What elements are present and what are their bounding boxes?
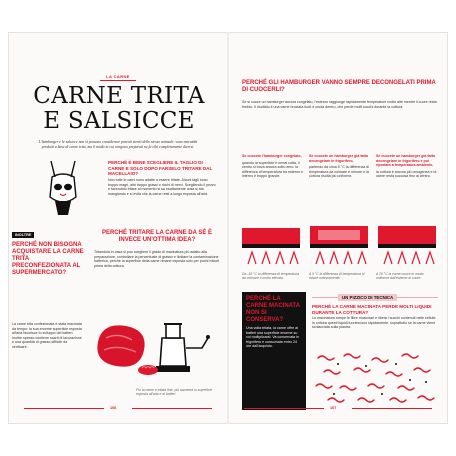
page-number-rule-left <box>24 408 104 409</box>
illustration-caption: Più la carne è tritata fine, più aumenta la superficie esposta all'aria e ai batteri. <box>136 388 213 397</box>
page-number: 106 <box>110 406 117 410</box>
sidebar-tag: INOLTRE <box>12 232 34 238</box>
panel-room-temp <box>378 226 436 264</box>
sidebar-body: La carne trita confezionata è stata macinata da tempo: la sua enorme superficie esposta all'aria favorisce lo sviluppo dei batteri. Inoltre spesso contiene scarti di lavorazione e una quantità di grasso difficile da verificare. <box>12 322 82 349</box>
sidebar-heading: PERCHÉ NON BISOGNA ACQUISTARE LA CARNE TRITA PRECONFEZIONATA AL SUPERMERCATO? <box>12 242 84 276</box>
tip-body: La macinatura rompe le fibre muscolari e libera i succhi contenuti nelle cellule: in cottura questi liquidi fuoriescono rapidamente, soprattutto se la carne viene schiacciata sulla piastra. <box>312 316 437 330</box>
column-body: la cottura è ancora più omogenea e la carne resta succosa fino al centro. <box>376 169 437 179</box>
panel-caption: Da -18 °C la differenza di temperatura da colmare è molto elevata. <box>242 272 300 281</box>
flame-icon <box>384 252 434 264</box>
meat-grinder-icon <box>156 324 210 372</box>
page-number-rule-right <box>132 408 212 409</box>
column-body: quando la superficie è ormai cotta, il centro si trova ancora sotto zero: la differenza di temperatura tra esterno e interno è troppo grande. <box>242 160 304 179</box>
column-heading: Se cuocete un hamburger già fatto decongelare in frigorifero e poi riportato a temperatura ambiente, <box>376 154 436 168</box>
steak-icon <box>97 325 144 366</box>
page-number-rule-right <box>352 408 432 409</box>
black-box-heading: PERCHÉ LA CARNE MACINATA NON SI CONSERVA? <box>246 296 300 323</box>
black-info-box <box>242 292 306 410</box>
meat-grinder-illustration <box>92 304 222 384</box>
question-2-heading: PERCHÉ TRITARE LA CARNE DA SÉ È INVECE UN'OTTIMA IDEA? <box>101 230 213 244</box>
black-box-body: Una volta tritata, la carne offre ai batteri una superficie enorme su cui moltiplicarsi. Va conservata in frigorifero e consumata entro 24 ore dall'acquisto. <box>246 326 299 349</box>
book-spread <box>8 32 448 424</box>
section-label: LA CARNE <box>106 74 130 79</box>
intro-text: L'hamburger e le salsicce non si possono considerare parenti stretti dello stesso animale: sono entrambi prodotti a base di carne trita, ma il modo in cui vengono preparati ne fa cibi completamente diversi. <box>38 140 198 149</box>
cooking-comparison-panels <box>242 220 438 268</box>
column-heading: Se cuocete un hamburger già fatto decongelare in frigorifero, <box>309 154 369 163</box>
question-1-body: Non tutte le carni sono adatte a essere tritate. Alcuni tagli sono troppo magri, altri troppo grassi o ricchi di nervi. Scegliendo il pezzo e facendolo tritare al momento si sa esattamente cosa si sta mangiando e si evita che la carne resti a lungo esposta all'aria. <box>108 178 216 196</box>
left-page <box>8 32 228 424</box>
page-title: CARNE TRITA E SALSICCE <box>33 83 205 134</box>
right-page <box>228 32 448 424</box>
question-1-heading: PERCHÉ È BENE SCEGLIERE IL TAGLIO DI CARNE E SOLO DOPO FARSELO TRITARE DAL MACELLAIO? <box>108 160 213 177</box>
column-body: partendo da circa 5 °C la differenza di temperatura da colmare è minore e la cottura risulta più uniforme. <box>309 165 370 179</box>
flame-icon <box>316 252 366 264</box>
page-number: 107 <box>330 406 337 410</box>
right-body: Se si cuoce un hamburger ancora congelato, l'esterno raggiunge rapidamente temperature molto alte mentre il cuore resta freddo. Il risultato è una carne bruciata fuori e cruda dentro, che perde molti succhi durante la cottura. <box>242 100 437 109</box>
column-heading: Se cuocete l'hamburger congelato, <box>242 154 302 158</box>
panel-fridge <box>310 226 368 264</box>
tip-heading: PERCHÉ LA CARNE MACINATA PERDE MOLTI LIQUIDI DURANTE LA COTTURA? <box>312 304 432 315</box>
panel-caption: A 5 °C la differenza di temperatura si riduce notevolmente. <box>309 272 365 281</box>
question-2-body: Tritandola in casa si può scegliere il grado di macinatura più adatto alla preparazione, controllare la percentuale di grasso e limitare la contaminazione batterica, perché la superficie della carne rimane esposta solo per pochi minuti prima della cottura. <box>94 250 220 268</box>
panel-caption: A 20 °C la carne cuoce in modo uniforme dall'esterno al cuore. <box>376 272 424 281</box>
column-room-temp <box>376 154 438 179</box>
page-number-rule-left <box>244 408 324 409</box>
column-fridge <box>309 154 371 179</box>
minced-meat-strands-illustration <box>314 350 438 406</box>
section-rule <box>100 80 136 81</box>
panel-frozen <box>242 228 300 264</box>
tip-label: UN PIZZICO DI TECNICA <box>338 294 397 301</box>
column-frozen <box>242 154 304 179</box>
cat-mascot-icon <box>42 157 84 217</box>
minced-meat-icon <box>138 365 158 375</box>
flame-icon <box>248 252 298 264</box>
right-heading: PERCHÉ GLI HAMBURGER VANNO SEMPRE DECONGELATI PRIMA DI CUOCERLI? <box>242 80 436 94</box>
